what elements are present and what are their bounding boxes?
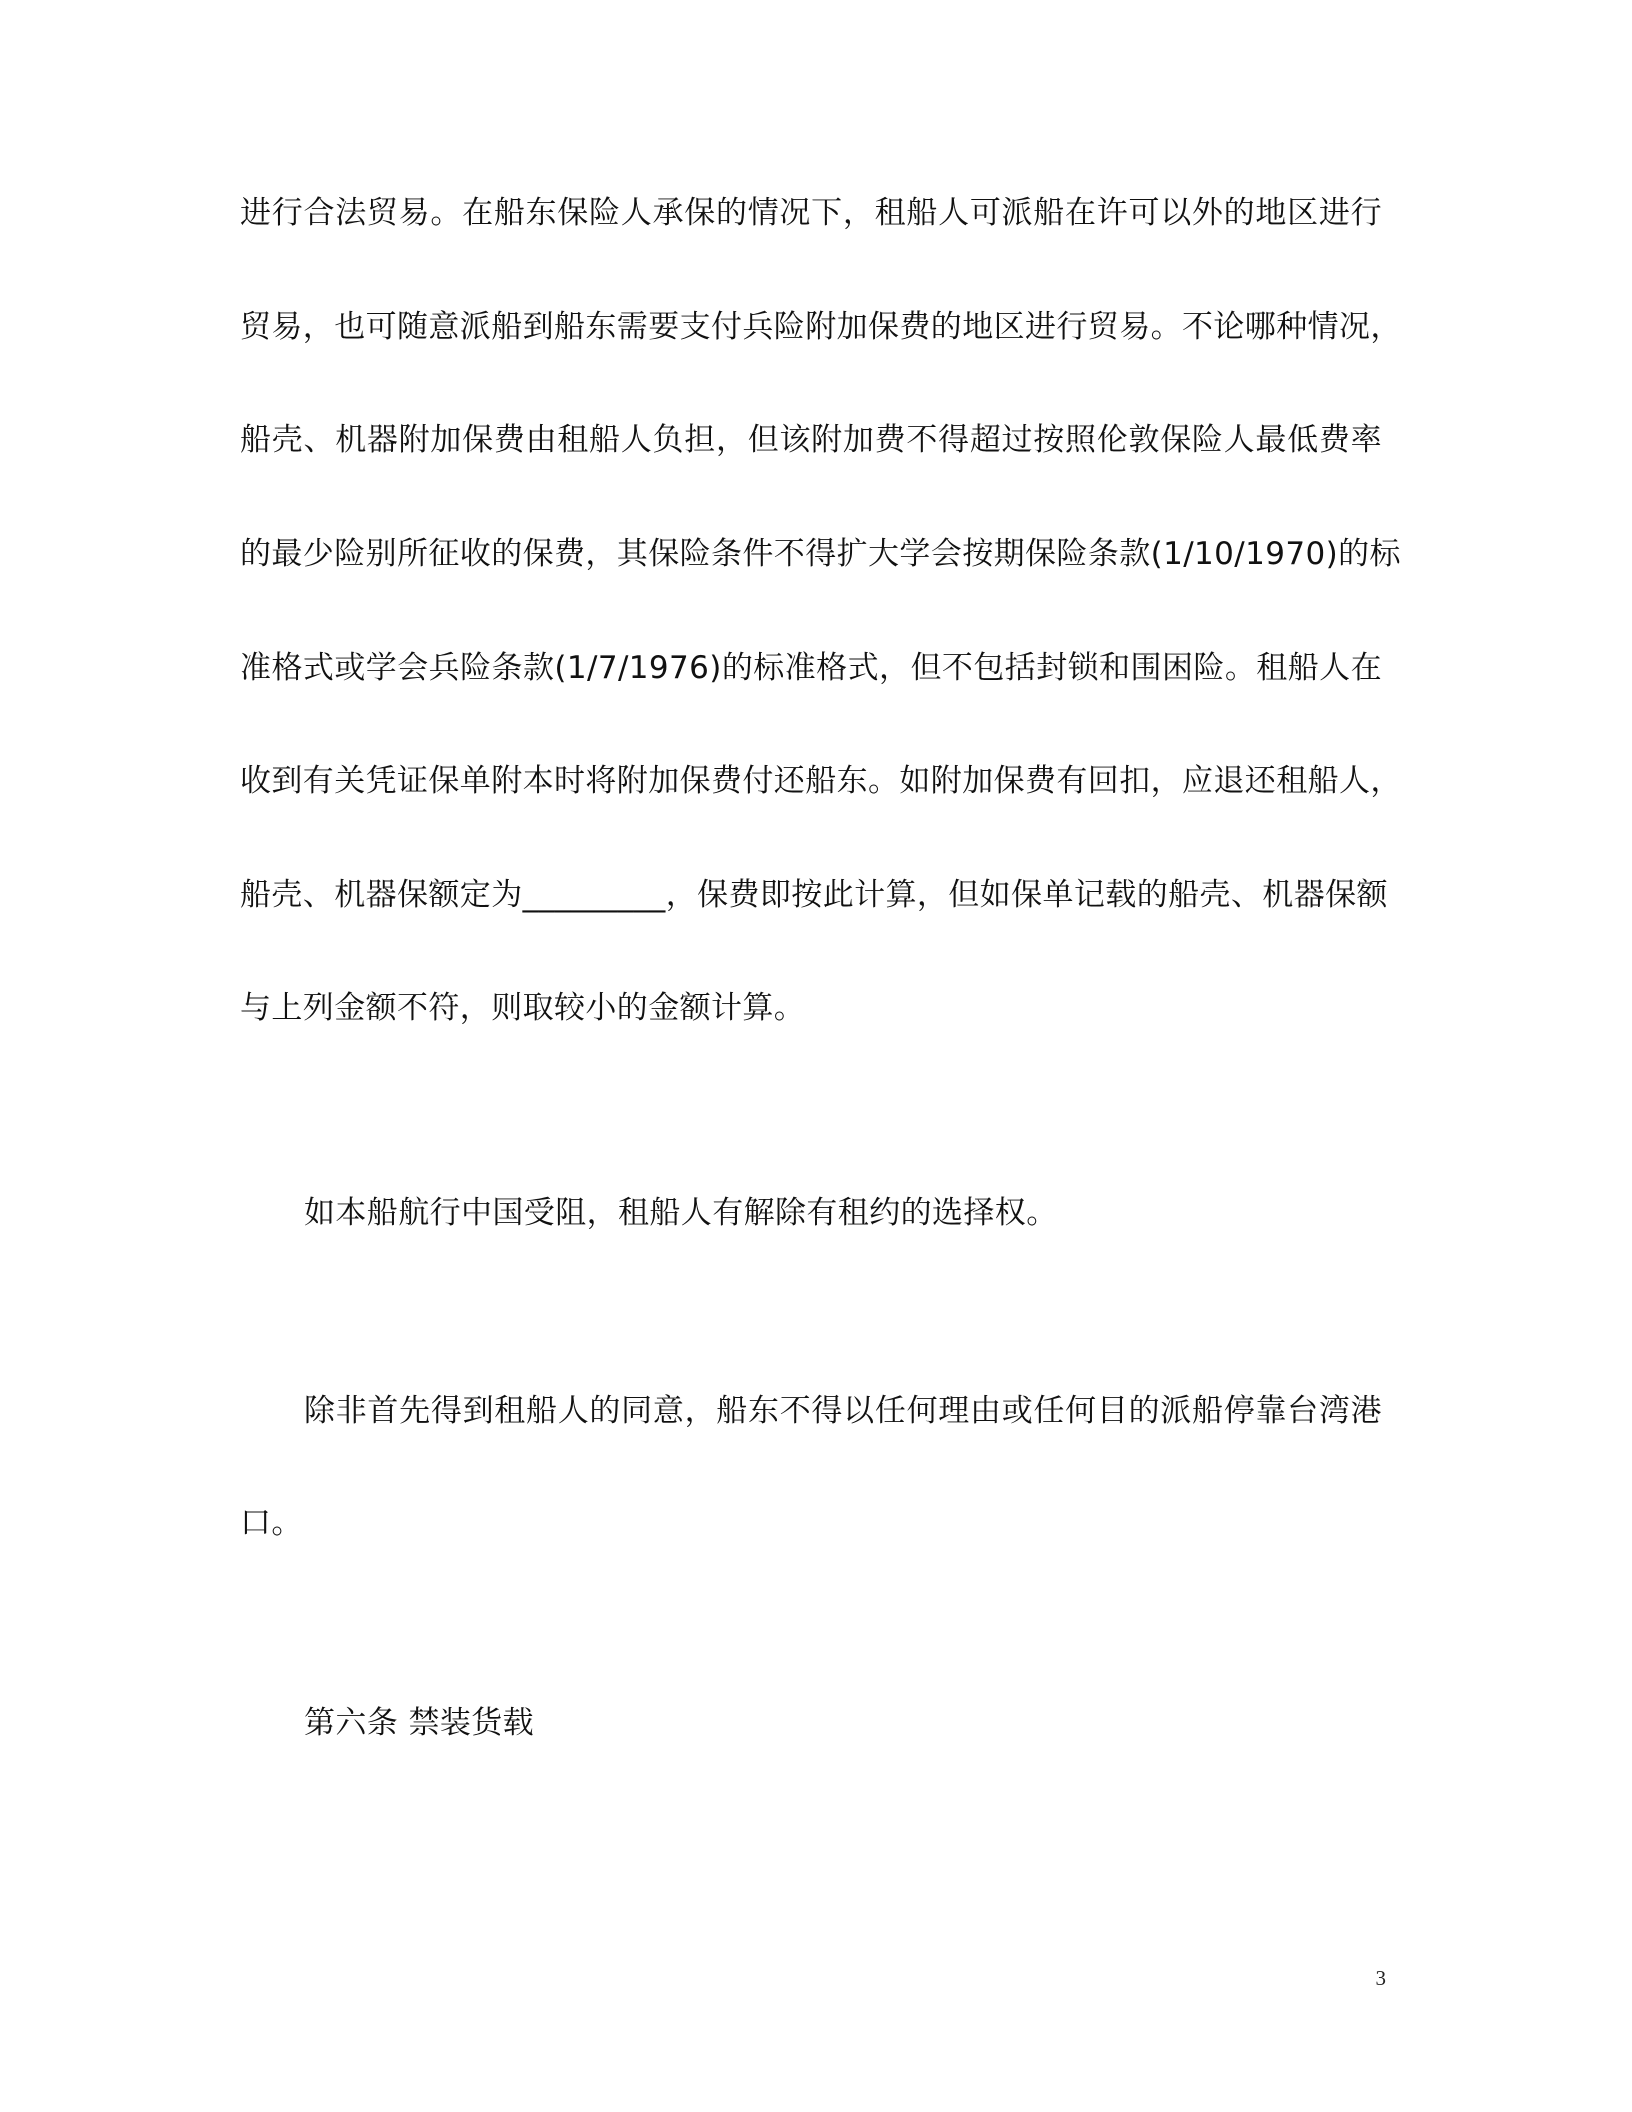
- paragraph-line: 除非首先得到租船人的同意，船东不得以任何理由或任何目的派船停靠台湾港: [304, 1393, 1382, 1429]
- paragraph-line: 与上列金额不符，则取较小的金额计算。: [240, 990, 806, 1026]
- paragraph-line: 口。: [240, 1505, 303, 1541]
- section-heading: 第六条 禁装货载: [304, 1705, 535, 1741]
- page-number: 3: [1375, 1966, 1386, 1990]
- paragraph-line: 收到有关凭证保单附本时将附加保费付还船东。如附加保费有回扣，应退还租船人，: [240, 763, 1402, 799]
- paragraph-line: 的最少险别所征收的保费，其保险条件不得扩大学会按期保险条款(1/10/1970)的标: [240, 536, 1401, 572]
- paragraph-line: 船壳、机器保额定为_________，保费即按此计算，但如保单记载的船壳、机器保额: [240, 877, 1388, 913]
- paragraph-line: 贸易，也可随意派船到船东需要支付兵险附加保费的地区进行贸易。不论哪种情况，: [240, 309, 1402, 345]
- paragraph-line: 如本船航行中国受阻，租船人有解除有租约的选择权。: [304, 1195, 1058, 1231]
- paragraph-line: 进行合法贸易。在船东保险人承保的情况下，租船人可派船在许可以外的地区进行: [240, 195, 1382, 231]
- paragraph-line: 准格式或学会兵险条款(1/7/1976)的标准格式，但不包括封锁和围困险。租船人在: [240, 650, 1382, 686]
- paragraph-line: 船壳、机器附加保费由租船人负担，但该附加费不得超过按照伦敦保险人最低费率: [240, 422, 1382, 458]
